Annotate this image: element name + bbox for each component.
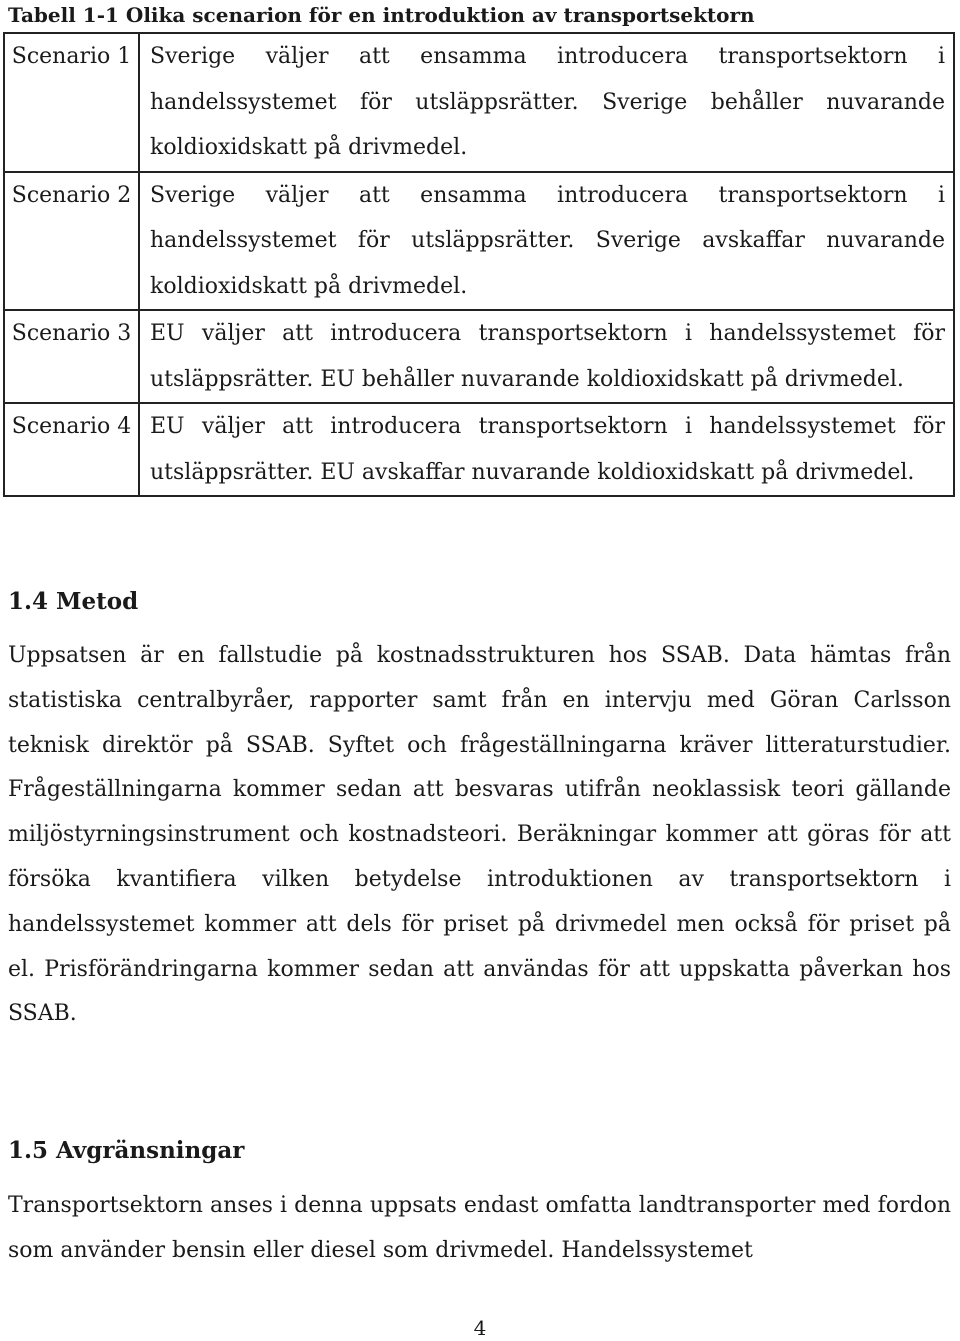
scenario-table [3, 32, 955, 497]
table-row [4, 310, 954, 403]
table-row [4, 403, 954, 496]
section-body-avgransningar: Transportsektorn anses i denna uppsats endast omfatta landtransporter med fordon som använder bensin eller diesel som drivmedel. Handelssystemet [8, 1193, 951, 1263]
scenario-description: Sverige väljer att ensamma introducera transportsektorn i handelssystemet för utsläppsrätter. Sverige avskaffar nuvarande koldioxidskatt på drivmedel. [139, 172, 954, 311]
scenario-label: Scenario 3 [4, 310, 139, 403]
table-row [4, 33, 954, 172]
scenario-label: Scenario 4 [4, 403, 139, 496]
page-number: 4 [473, 1316, 487, 1340]
section-heading-metod: 1.4 Metod [8, 588, 139, 615]
section-body-metod: Uppsatsen är en fallstudie på kostnadsstrukturen hos SSAB. Data hämtas från statistiska centralbyråer, rapporter samt från en intervju med Göran Carlsson teknisk direktör på SSAB. Syftet och frågeställningarna kräver litteraturstudier. Frågeställningarna kommer sedan att besvaras utifrån neoklassisk teori gällande miljöstyrningsinstrument och kostnadsteori. Beräkningar kommer att göras för att försöka kvantifiera vilken betydelse introduktionen av transportsektorn i handelssystemet kommer att dels för priset på drivmedel men också för priset på el. Prisförändringarna kommer sedan att användas för att uppskatta påverkan hos SSAB. [8, 643, 951, 1027]
section-heading-avgransningar: 1.5 Avgränsningar [8, 1137, 245, 1164]
table-caption: Tabell 1-1 Olika scenarion för en introduktion av transportsektorn [8, 3, 755, 27]
table-row [4, 172, 954, 311]
scenario-label: Scenario 1 [4, 33, 139, 172]
scenario-description: Sverige väljer att ensamma introducera transportsektorn i handelssystemet för utsläppsrätter. Sverige behåller nuvarande koldioxidskatt på drivmedel. [139, 33, 954, 172]
scenario-label: Scenario 2 [4, 172, 139, 311]
scenario-description: EU väljer att introducera transportsektorn i handelssystemet för utsläppsrätter. EU avskaffar nuvarande koldioxidskatt på drivmedel. [139, 403, 954, 496]
scenario-description: EU väljer att introducera transportsektorn i handelssystemet för utsläppsrätter. EU behåller nuvarande koldioxidskatt på drivmedel. [139, 310, 954, 403]
